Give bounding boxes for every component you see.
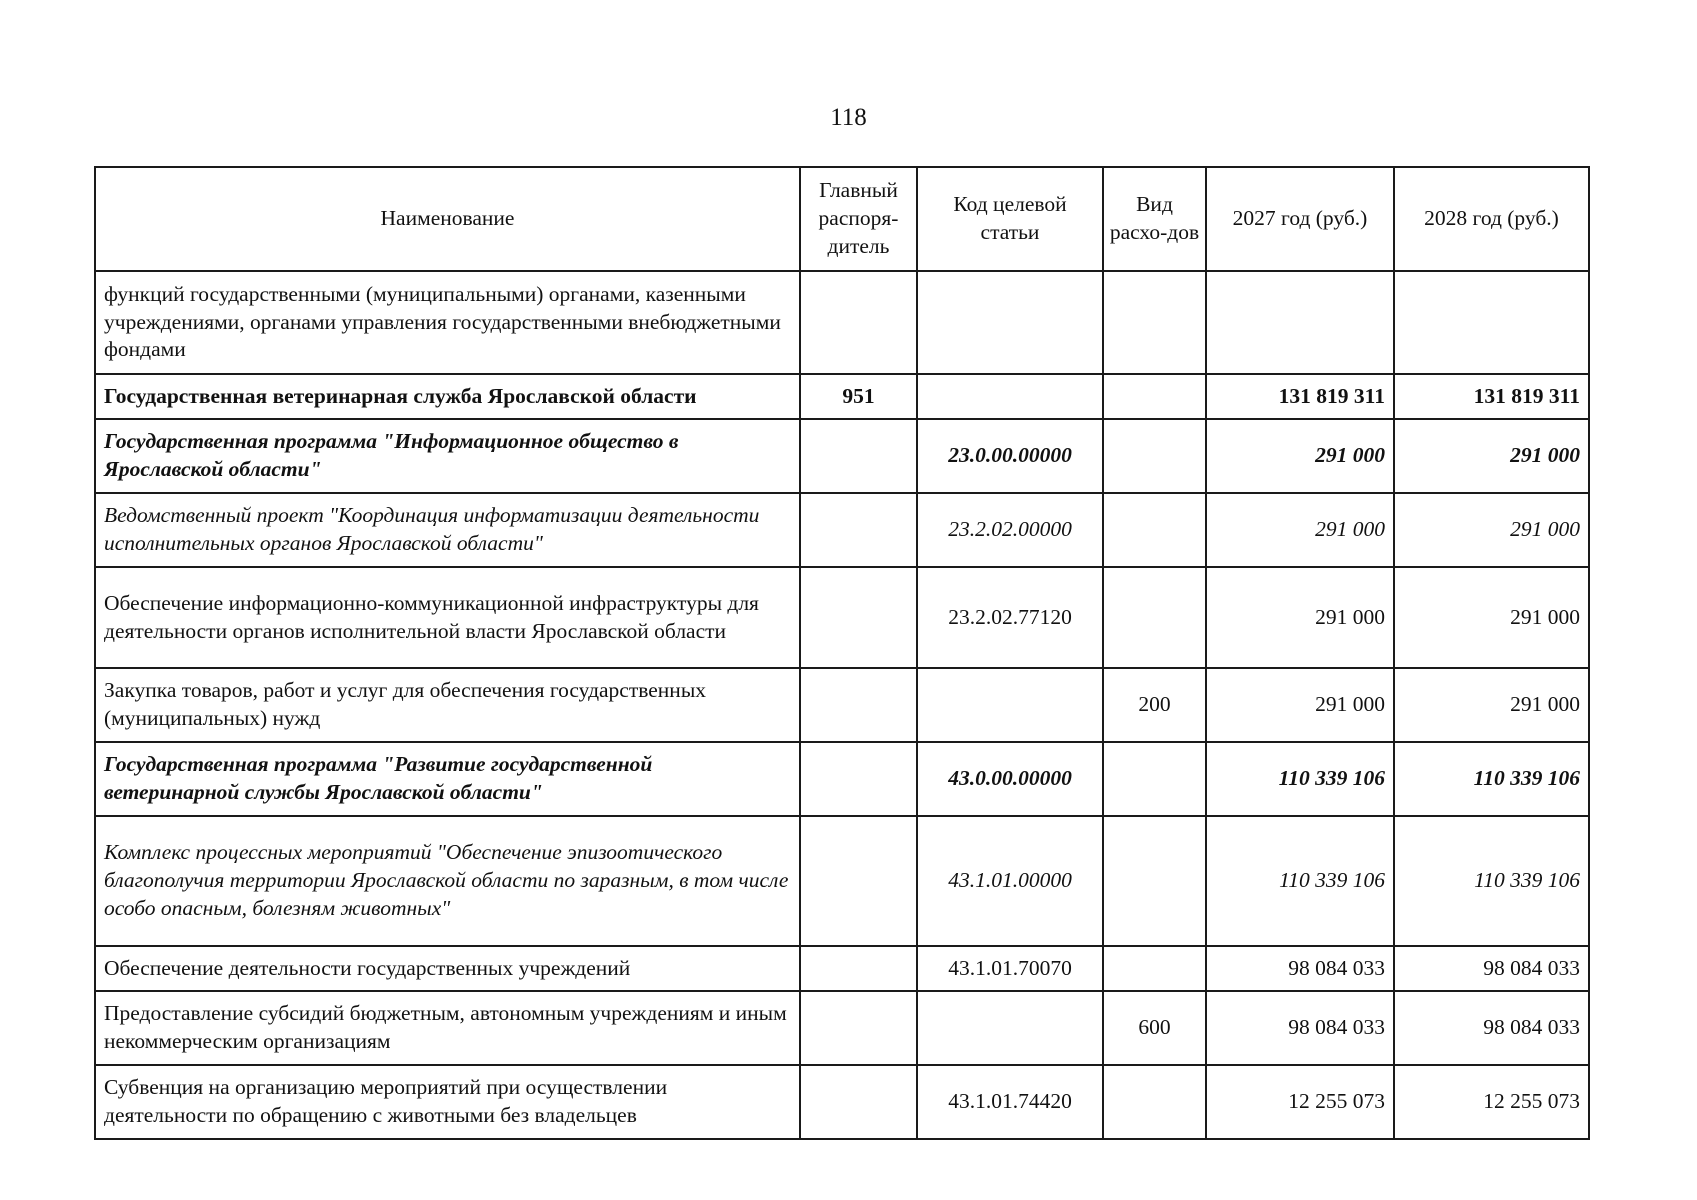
row-expense (1103, 567, 1206, 668)
row-code: 23.0.00.00000 (917, 419, 1103, 493)
table-row (95, 271, 1589, 374)
row-expense (1103, 1065, 1206, 1139)
row-2027: 110 339 106 (1206, 742, 1394, 816)
row-manager: 951 (800, 374, 917, 419)
table-row (95, 419, 1589, 493)
header-row (95, 167, 1589, 271)
row-name: Государственная ветеринарная служба Ярославской области (95, 374, 800, 419)
row-2028: 131 819 311 (1394, 374, 1589, 419)
row-2028: 291 000 (1394, 567, 1589, 668)
row-code (917, 271, 1103, 374)
table-row (95, 991, 1589, 1065)
table-row (95, 374, 1589, 419)
row-manager (800, 1065, 917, 1139)
row-name: Государственная программа "Информационное общество в Ярославской области" (95, 419, 800, 493)
row-expense (1103, 493, 1206, 567)
row-2028: 110 339 106 (1394, 816, 1589, 946)
row-code: 43.1.01.70070 (917, 946, 1103, 991)
row-2028: 291 000 (1394, 493, 1589, 567)
row-2028: 12 255 073 (1394, 1065, 1589, 1139)
row-code (917, 668, 1103, 742)
row-2027: 291 000 (1206, 493, 1394, 567)
row-code (917, 991, 1103, 1065)
row-name: Комплекс процессных мероприятий "Обеспечение эпизоотического благополучия территории Ярославской области по заразным, в том числе особо опасным, болезням животных" (95, 816, 800, 946)
row-name: Закупка товаров, работ и услуг для обеспечения государственных (муниципальных) нужд (95, 668, 800, 742)
row-2027: 110 339 106 (1206, 816, 1394, 946)
row-code: 43.0.00.00000 (917, 742, 1103, 816)
header-2028: 2028 год (руб.) (1394, 167, 1589, 271)
table-row (95, 742, 1589, 816)
row-expense (1103, 946, 1206, 991)
row-2027: 291 000 (1206, 419, 1394, 493)
row-expense (1103, 271, 1206, 374)
row-name: Обеспечение информационно-коммуникационной инфраструктуры для деятельности органов исполнительной власти Ярославской области (95, 567, 800, 668)
row-2028: 110 339 106 (1394, 742, 1589, 816)
row-manager (800, 271, 917, 374)
row-name: Субвенция на организацию мероприятий при осуществлении деятельности по обращению с животными без владельцев (95, 1065, 800, 1139)
table-row (95, 493, 1589, 567)
row-2027: 12 255 073 (1206, 1065, 1394, 1139)
header-2027: 2027 год (руб.) (1206, 167, 1394, 271)
row-manager (800, 668, 917, 742)
row-name: Государственная программа "Развитие государственной ветеринарной службы Ярославской области" (95, 742, 800, 816)
row-code: 23.2.02.77120 (917, 567, 1103, 668)
header-expense: Вид расхо-дов (1103, 167, 1206, 271)
row-2027 (1206, 271, 1394, 374)
row-2027: 131 819 311 (1206, 374, 1394, 419)
row-code (917, 374, 1103, 419)
row-code: 43.1.01.00000 (917, 816, 1103, 946)
row-2028: 291 000 (1394, 668, 1589, 742)
row-manager (800, 816, 917, 946)
table-row (95, 567, 1589, 668)
row-expense (1103, 374, 1206, 419)
budget-table (94, 166, 1590, 1140)
page-number: 118 (830, 104, 867, 131)
table-row (95, 668, 1589, 742)
row-manager (800, 419, 917, 493)
row-2028: 291 000 (1394, 419, 1589, 493)
row-code: 43.1.01.74420 (917, 1065, 1103, 1139)
row-name: Предоставление субсидий бюджетным, автономным учреждениям и иным некоммерческим организациям (95, 991, 800, 1065)
header-code: Код целевой статьи (917, 167, 1103, 271)
row-expense (1103, 816, 1206, 946)
row-2028 (1394, 271, 1589, 374)
row-2027: 98 084 033 (1206, 991, 1394, 1065)
row-name: Обеспечение деятельности государственных учреждений (95, 946, 800, 991)
row-code: 23.2.02.00000 (917, 493, 1103, 567)
row-2028: 98 084 033 (1394, 946, 1589, 991)
row-expense: 200 (1103, 668, 1206, 742)
row-expense: 600 (1103, 991, 1206, 1065)
row-name: функций государственными (муниципальными) органами, казенными учреждениями, органами управления государственными внебюджетными фондами (95, 271, 800, 374)
row-manager (800, 567, 917, 668)
row-2027: 291 000 (1206, 668, 1394, 742)
table-row (95, 1065, 1589, 1139)
row-manager (800, 493, 917, 567)
row-2027: 98 084 033 (1206, 946, 1394, 991)
row-expense (1103, 742, 1206, 816)
row-2027: 291 000 (1206, 567, 1394, 668)
header-name: Наименование (95, 167, 800, 271)
table-row (95, 816, 1589, 946)
row-2028: 98 084 033 (1394, 991, 1589, 1065)
row-name: Ведомственный проект "Координация информатизации деятельности исполнительных органов Ярославской области" (95, 493, 800, 567)
row-manager (800, 742, 917, 816)
table-row (95, 946, 1589, 991)
row-expense (1103, 419, 1206, 493)
row-manager (800, 946, 917, 991)
header-manager: Главный распоря-дитель (800, 167, 917, 271)
row-manager (800, 991, 917, 1065)
